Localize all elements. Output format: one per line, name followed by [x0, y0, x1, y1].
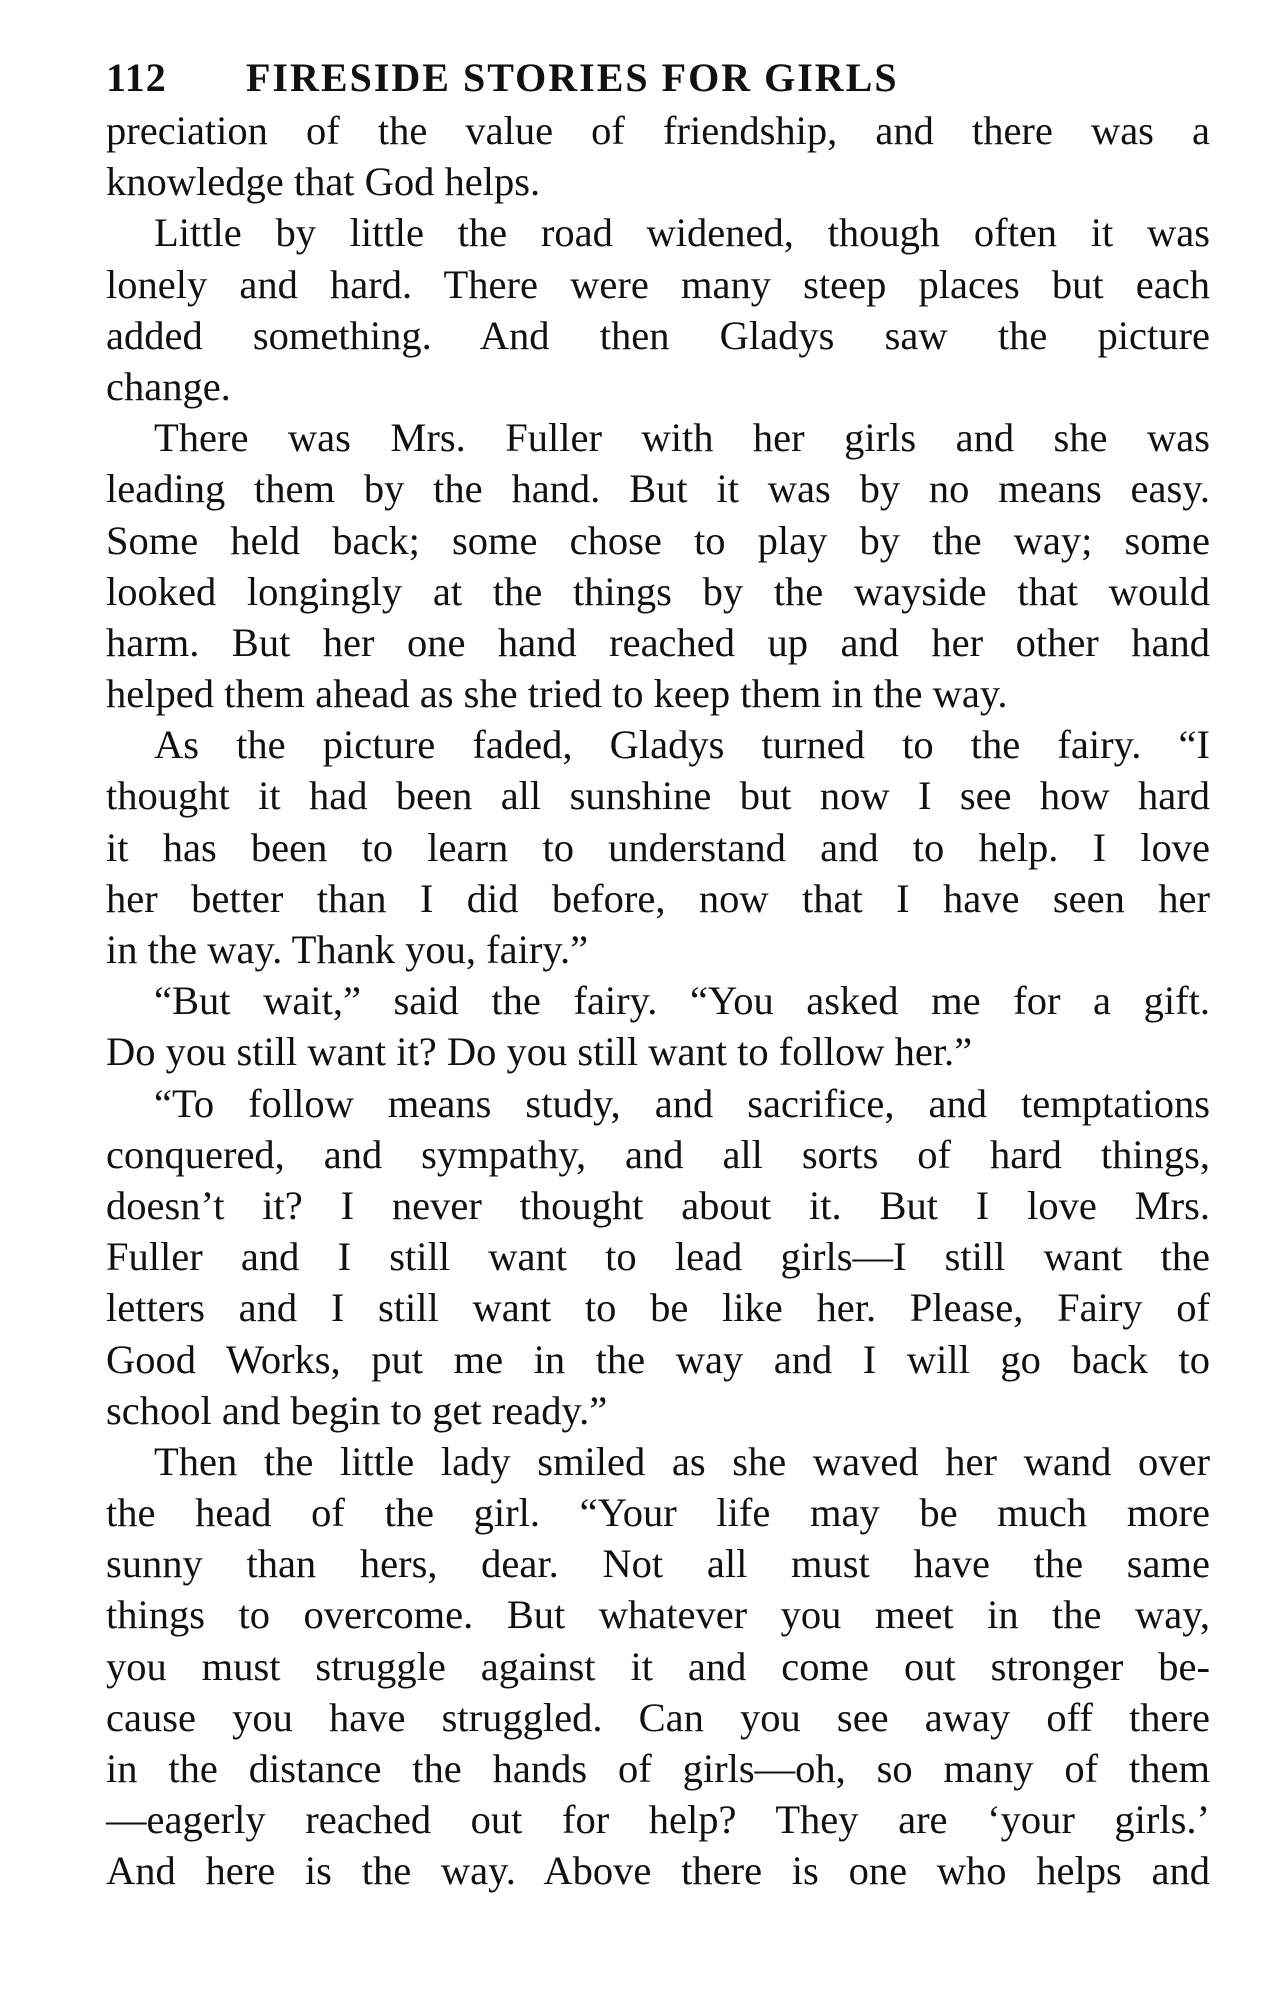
text-line: conquered, and sympathy, and all sorts of hard things, — [106, 1131, 1210, 1177]
text-line: knowledge that God helps. — [106, 159, 541, 205]
text-line: doesn’t it? I never thought about it. But I love Mrs. — [106, 1182, 1210, 1228]
text-line: Good Works, put me in the way and I will go back to — [106, 1336, 1210, 1382]
text-line: cause you have struggled. Can you see away off there — [106, 1694, 1210, 1740]
text-line: it has been to learn to understand and to help. I love — [106, 824, 1210, 870]
text-line: thought it had been all sunshine but now I see how hard — [106, 773, 1210, 819]
text-line: harm. But her one hand reached up and her other hand — [106, 619, 1210, 665]
text-line: the head of the girl. “Your life may be much more — [106, 1490, 1210, 1536]
text-line: As the picture faded, Gladys turned to the fairy. “I — [154, 722, 1210, 768]
text-line: her better than I did before, now that I have seen her — [106, 875, 1210, 921]
book-page — [106, 52, 1210, 1897]
text-line: in the distance the hands of girls—oh, so many of them — [106, 1746, 1210, 1791]
running-title: FIRESIDE STORIES FOR GIRLS — [246, 55, 899, 100]
body-text — [106, 105, 1210, 1897]
text-line: letters and I still want to be like her. Please, Fairy of — [106, 1285, 1210, 1331]
text-line: Fuller and I still want to lead girls—I still want the — [106, 1234, 1210, 1280]
text-line: Little by little the road widened, though often it was — [154, 210, 1210, 256]
text-line: There was Mrs. Fuller with her girls and she was — [154, 415, 1210, 461]
text-line: Then the little lady smiled as she waved her wand over — [154, 1438, 1210, 1484]
text-line: school and begin to get ready.” — [106, 1387, 608, 1433]
text-line: preciation of the value of friendship, and there was a — [106, 108, 1210, 153]
page-number: 112 — [106, 55, 167, 100]
running-head — [106, 52, 1210, 104]
text-line: “But wait,” said the fairy. “You asked me for a gift. — [154, 978, 1210, 1024]
text-line: helped them ahead as she tried to keep them in the way. — [106, 671, 1008, 717]
text-line: And here is the way. Above there is one who helps and — [106, 1848, 1210, 1894]
text-line: Some held back; some chose to play by the way; some — [106, 517, 1210, 563]
text-line: —eagerly reached out for help? They are ‘your girls.’ — [106, 1797, 1210, 1843]
text-line: added something. And then Gladys saw the picture — [106, 312, 1210, 358]
text-line: looked longingly at the things by the wayside that would — [106, 568, 1210, 614]
text-line: things to overcome. But whatever you meet in the way, — [106, 1592, 1210, 1638]
text-line: you must struggle against it and come out stronger be- — [106, 1643, 1210, 1689]
text-line: Do you still want it? Do you still want to follow her.” — [106, 1029, 973, 1075]
text-line: change. — [106, 363, 231, 409]
text-line: in the way. Thank you, fairy.” — [106, 927, 589, 972]
text-line: lonely and hard. There were many steep places but each — [106, 261, 1210, 307]
text-line: leading them by the hand. But it was by no means easy. — [106, 466, 1210, 512]
text-line: sunny than hers, dear. Not all must have the same — [106, 1541, 1210, 1587]
text-line: “To follow means study, and sacrifice, and temptations — [154, 1080, 1210, 1126]
